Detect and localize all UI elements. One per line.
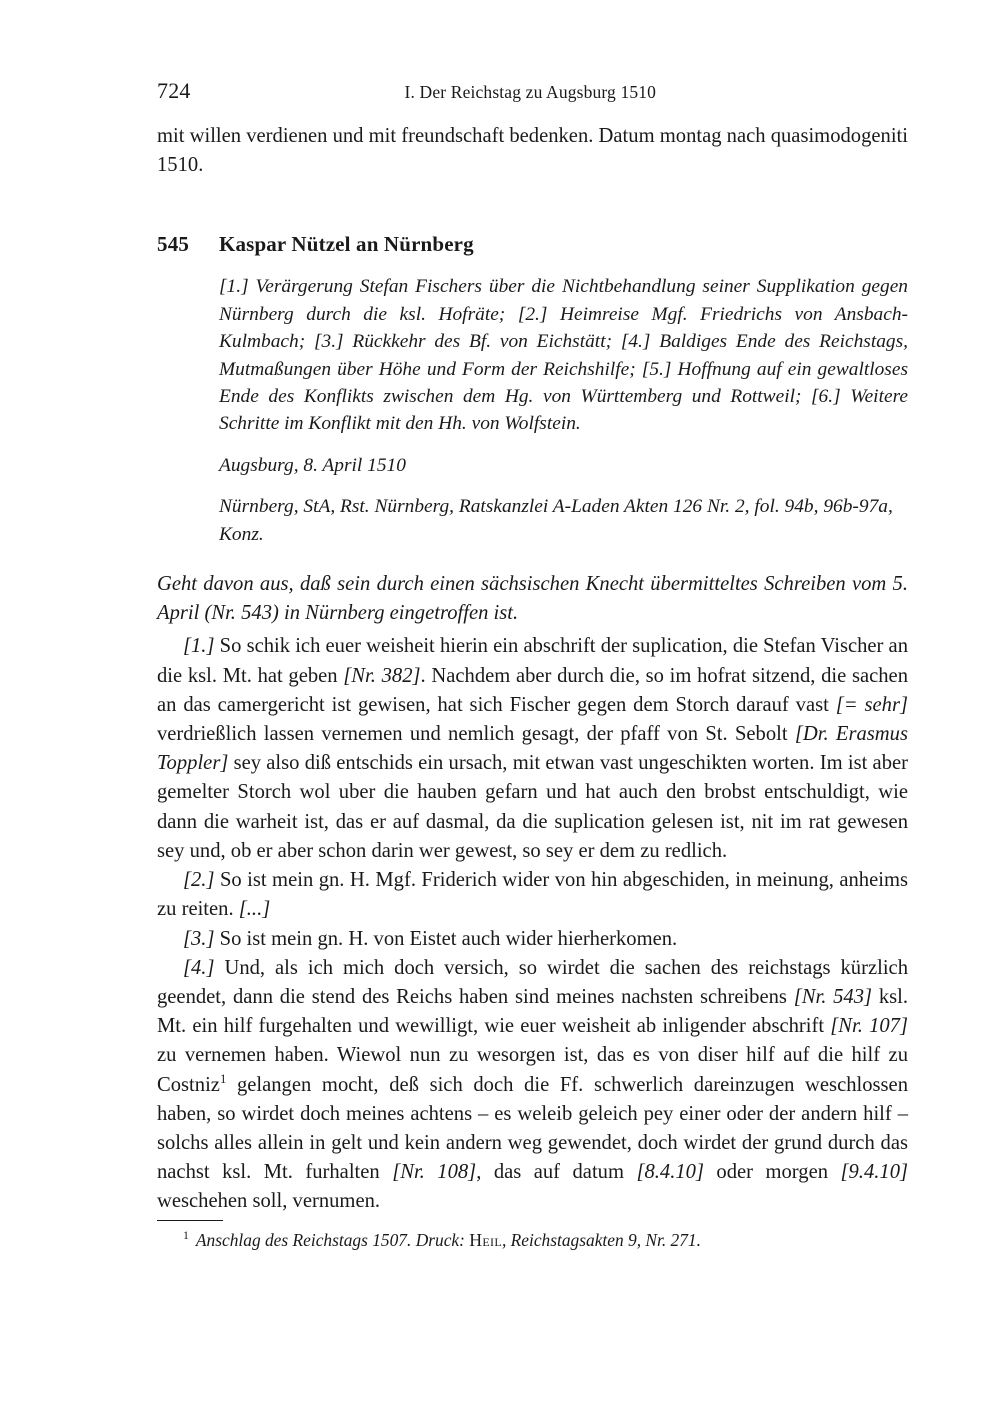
footnote-1-author-smallcaps: Heil bbox=[469, 1230, 502, 1250]
document-heading bbox=[157, 232, 908, 257]
editorial-date-8-4-10: [8.4.10] bbox=[636, 1161, 704, 1184]
editorial-intro: Geht davon aus, daß sein durch einen sächsischen Knecht übermitteltes Schreiben vom 5. April (Nr. 543) in Nürnberg eingetroffen ist. bbox=[157, 573, 908, 625]
editorial-insertion-nr-543: [Nr. 543] bbox=[793, 985, 873, 1008]
paragraph-marker-2: [2.] bbox=[183, 869, 215, 892]
editorial-insertion-nr-107: [Nr. 107] bbox=[830, 1015, 908, 1038]
editorial-insertion-toppler: [Dr. Erasmus Toppler] bbox=[157, 723, 908, 775]
footnote-separator-rule bbox=[157, 1220, 223, 1221]
paragraph-marker-1: [1.] bbox=[183, 635, 215, 658]
footnote-1-text-after: , Reichstagsakten 9, Nr. 271. bbox=[501, 1230, 701, 1250]
footnote-reference-1[interactable]: 1 bbox=[219, 1071, 227, 1086]
document-dateline: Augsburg, 8. April 1510 bbox=[219, 454, 406, 476]
paragraph-3 bbox=[157, 925, 908, 954]
carryover-paragraph: mit willen verdienen und mit freundschaft bedenken. Datum montag nach quasimodogeniti 1510. bbox=[157, 125, 908, 177]
paragraph-3-text-1: So ist mein gn. H. von Eistet auch wider hierherkomen. bbox=[214, 927, 678, 950]
footnote-1 bbox=[157, 1228, 908, 1252]
paragraph-1-text-3: verdrießlich lassen vernemen und nemlich gesagt, der pfaff von St. Sebolt bbox=[157, 723, 795, 746]
paragraph-1-text-4: sey also diß entschids ein ursach, mit etwan vast ungeschikten worten. Im ist aber gemelter Storch wol uber die hauben gefarn und hat auch den brobst entschuldigt, wie dann die warheit ist, das er auf dasmal, da die suplication gelesen ist, nit im rat gewesen sey und, ob er aber schon darin wer gewest, so sey er dem zu redlich. bbox=[157, 752, 908, 862]
editorial-insertion-nr-382: [Nr. 382] bbox=[343, 664, 421, 687]
paragraph-1 bbox=[157, 632, 908, 866]
footnote-area bbox=[157, 1220, 908, 1252]
editorial-ellipsis: [...] bbox=[238, 898, 271, 921]
editorial-date-9-4-10: [9.4.10] bbox=[840, 1161, 909, 1184]
footnote-1-text-before: Anschlag des Reichstags 1507. Druck: bbox=[195, 1230, 470, 1250]
editorial-insertion-nr-108: [Nr. 108] bbox=[392, 1161, 477, 1184]
running-title: I. Der Reichstag zu Augsburg 1510 bbox=[404, 82, 657, 102]
paragraph-2-text-1: So ist mein gn. H. Mgf. Friderich wider von hin abgeschiden, in meinung, anheims zu reiten. bbox=[157, 869, 908, 921]
running-head bbox=[157, 78, 908, 104]
paragraph-4-text-5: , das auf datum bbox=[476, 1161, 637, 1184]
document-source-reference: Nürnberg, StA, Rst. Nürnberg, Ratskanzlei A-Laden Akten 126 Nr. 2, fol. 94b, 96b-97a, Konz. bbox=[219, 496, 893, 545]
document-regest: [1.] Verärgerung Stefan Fischers über die Nichtbehandlung seiner Supplikation gegen Nürnberg durch die ksl. Hofräte; [2.] Heimreise Mgf. Friedrichs von Ansbach-Kulmbach; [3.] Rückkehr des Bf. von Eichstätt; [4.] Baldiges Ende des Reichstags, Mutmaßungen über Höhe und Form der Reichshilfe; [5.] Hoffnung auf ein gewaltloses Ende des Konflikts zwischen dem Hg. von Württemberg und Rottweil; [6.] Weitere Schritte im Konflikt mit den Hh. von Wolfstein. bbox=[219, 276, 908, 435]
paragraph-4-text-2: ksl. Mt. ein hilf furgehalten und wewilligt, wie euer weisheit ab inligender abschrift bbox=[157, 985, 909, 1038]
page-number: 724 bbox=[157, 78, 191, 103]
document-title: Kaspar Nützel an Nürnberg bbox=[219, 232, 474, 257]
paragraph-4-text-7: weschehen soll, vernumen. bbox=[157, 1190, 381, 1213]
paragraph-4-text-3: zu vernemen haben. Wiewol nun zu wesorgen ist, das es von diser hilf auf die hilf zu Costniz bbox=[157, 1044, 908, 1096]
footnote-number-1: 1 bbox=[183, 1228, 189, 1243]
document-number: 545 bbox=[157, 232, 190, 257]
paragraph-2 bbox=[157, 866, 908, 924]
paragraph-4-text-1: Und, als ich mich doch versich, so wirdet die sachen des reichstags kürzlich geendet, dann die stend des Reichs haben sind meines nachsten schreibens bbox=[157, 956, 908, 1008]
paragraph-4 bbox=[157, 954, 908, 1217]
paragraph-marker-3: [3.] bbox=[183, 927, 215, 950]
editorial-gloss-sehr: [= sehr] bbox=[835, 693, 908, 716]
paragraph-4-text-4: gelangen mocht, deß sich doch die Ff. schwerlich dareinzugen weschlossen haben, so wirdet doch meines achtens – es weleib geleich pey einer oder der andern hilf – solchs alles allein in gelt und kein andern weg gewendet, doch wirdet der grund durch das nachst ksl. Mt. furhalten bbox=[157, 1073, 908, 1184]
text-block bbox=[157, 122, 908, 1217]
paragraph-1-text-2: . Nachdem aber durch die, so im hofrat sitzend, die sachen an das camergericht ist gewisen, hat sich Fischer gegen dem Storch darauf vast bbox=[157, 664, 908, 716]
paragraph-marker-4: [4.] bbox=[183, 956, 215, 979]
paragraph-4-text-6: oder morgen bbox=[703, 1161, 841, 1184]
paragraph-1-text-1: So schik ich euer weisheit hierin ein abschrift der suplication, die Stefan Vischer an die ksl. Mt. hat geben bbox=[157, 635, 908, 687]
